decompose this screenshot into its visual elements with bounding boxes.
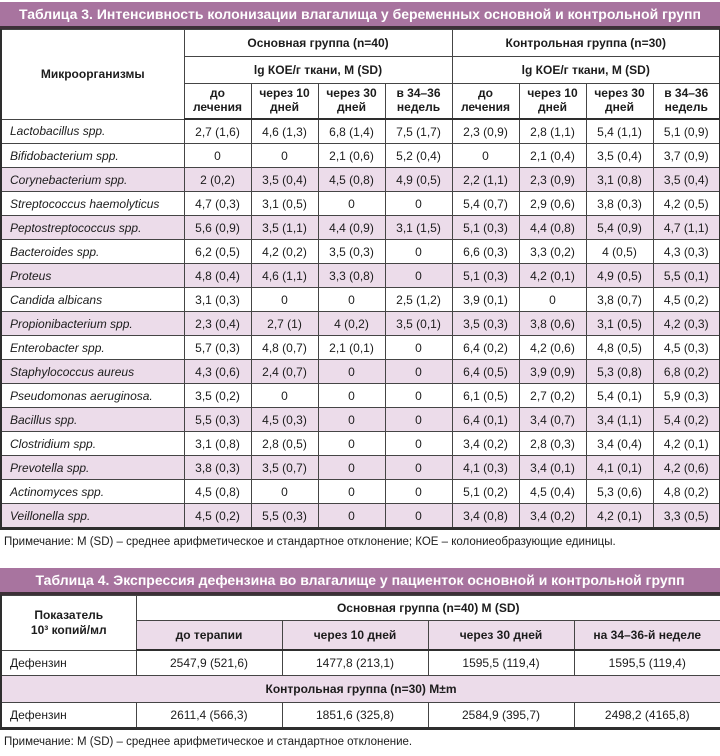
- value-cell: 4,5 (0,8): [318, 168, 385, 192]
- value-cell: 4,2 (0,5): [653, 192, 720, 216]
- value-cell: 2584,9 (395,7): [428, 703, 574, 729]
- value-cell: 4,9 (0,5): [586, 264, 653, 288]
- value-cell: 3,4 (0,1): [519, 456, 586, 480]
- value-cell: 3,1 (1,5): [385, 216, 452, 240]
- microorganism-name: Actinomyces spp.: [1, 480, 184, 504]
- value-cell: 0: [452, 144, 519, 168]
- value-cell: 2,9 (0,6): [519, 192, 586, 216]
- value-cell: 3,1 (0,8): [586, 168, 653, 192]
- value-cell: 5,4 (0,7): [452, 192, 519, 216]
- value-cell: 3,3 (0,8): [318, 264, 385, 288]
- value-cell: 2,7 (1): [251, 312, 318, 336]
- value-cell: 3,4 (0,8): [452, 504, 519, 529]
- value-cell: 4,5 (0,2): [184, 504, 251, 529]
- value-cell: 0: [385, 240, 452, 264]
- value-cell: 4,5 (0,3): [251, 408, 318, 432]
- value-cell: 3,3 (0,2): [519, 240, 586, 264]
- value-cell: 4,5 (0,8): [184, 480, 251, 504]
- table3-control-subcol-30d: через 30 дней: [586, 84, 653, 120]
- value-cell: 4,2 (0,3): [653, 312, 720, 336]
- value-cell: 2547,9 (521,6): [136, 650, 282, 676]
- value-cell: 0: [184, 144, 251, 168]
- table4-subcol-10d: через 10 дней: [282, 621, 428, 651]
- table4-control-row-name: Дефензин: [1, 703, 136, 729]
- value-cell: 0: [385, 456, 452, 480]
- value-cell: 0: [385, 192, 452, 216]
- microorganism-name: Proteus: [1, 264, 184, 288]
- value-cell: 4,7 (0,3): [184, 192, 251, 216]
- value-cell: 3,8 (0,7): [586, 288, 653, 312]
- table4-subcol-34-36w: на 34–36-й неделе: [574, 621, 720, 651]
- value-cell: 4,9 (0,5): [385, 168, 452, 192]
- table3-control-subcol-34-36w: в 34–36 недель: [653, 84, 720, 120]
- table3-main-subcol-30d: через 30 дней: [318, 84, 385, 120]
- value-cell: 2,5 (1,2): [385, 288, 452, 312]
- table3-main-unit: lg КОЕ/г ткани, M (SD): [184, 57, 452, 84]
- table-row: [1, 168, 720, 192]
- value-cell: 2,3 (0,9): [519, 168, 586, 192]
- table4: [0, 595, 720, 730]
- value-cell: 5,2 (0,4): [385, 144, 452, 168]
- value-cell: 5,1 (0,3): [452, 216, 519, 240]
- value-cell: 4,5 (0,4): [519, 480, 586, 504]
- value-cell: 3,1 (0,5): [251, 192, 318, 216]
- value-cell: 4 (0,2): [318, 312, 385, 336]
- table4-main-row-name: Дефензин: [1, 650, 136, 676]
- value-cell: 3,1 (0,8): [184, 432, 251, 456]
- table-row: [1, 650, 720, 676]
- table4-header-indicator: [1, 596, 136, 651]
- value-cell: 0: [318, 384, 385, 408]
- value-cell: 2,7 (0,2): [519, 384, 586, 408]
- table4-control-group-label: Контрольная группа (n=30) M±m: [1, 676, 720, 703]
- table4-indicator-line1: Показатель: [34, 607, 104, 622]
- value-cell: 5,1 (0,2): [452, 480, 519, 504]
- value-cell: 2 (0,2): [184, 168, 251, 192]
- table3-footnote: Примечание: M (SD) – среднее арифметическое и стандартное отклонение; КОЕ – колониеобразующие единицы.: [4, 536, 616, 548]
- table-row: [1, 408, 720, 432]
- table-row: [1, 240, 720, 264]
- table3-body: [1, 119, 720, 529]
- value-cell: 0: [385, 264, 452, 288]
- value-cell: 3,5 (0,4): [586, 144, 653, 168]
- table3-header-microorganisms: Микроорганизмы: [1, 30, 184, 120]
- value-cell: 5,3 (0,6): [586, 480, 653, 504]
- value-cell: 0: [318, 360, 385, 384]
- value-cell: 2,8 (0,3): [519, 432, 586, 456]
- value-cell: 3,4 (0,7): [519, 408, 586, 432]
- table3-control-subcol-before: до лечения: [452, 84, 519, 120]
- value-cell: 4,7 (1,1): [653, 216, 720, 240]
- value-cell: 5,4 (0,1): [586, 384, 653, 408]
- microorganism-name: Candida albicans: [1, 288, 184, 312]
- value-cell: 6,8 (1,4): [318, 119, 385, 144]
- value-cell: 5,1 (0,3): [452, 264, 519, 288]
- microorganism-name: Staphylococcus aureus: [1, 360, 184, 384]
- value-cell: 4,5 (0,3): [653, 336, 720, 360]
- value-cell: 5,3 (0,8): [586, 360, 653, 384]
- value-cell: 6,4 (0,2): [452, 336, 519, 360]
- value-cell: 4,2 (0,1): [519, 264, 586, 288]
- value-cell: 0: [385, 504, 452, 529]
- value-cell: 4,3 (0,6): [184, 360, 251, 384]
- value-cell: 6,2 (0,5): [184, 240, 251, 264]
- value-cell: 3,4 (1,1): [586, 408, 653, 432]
- microorganism-name: Lactobacillus spp.: [1, 119, 184, 144]
- value-cell: 3,5 (0,4): [251, 168, 318, 192]
- value-cell: 1595,5 (119,4): [574, 650, 720, 676]
- value-cell: 0: [251, 288, 318, 312]
- value-cell: 4,6 (1,3): [251, 119, 318, 144]
- microorganism-name: Veillonella spp.: [1, 504, 184, 529]
- value-cell: 5,9 (0,3): [653, 384, 720, 408]
- value-cell: 5,5 (0,3): [251, 504, 318, 529]
- value-cell: 3,5 (0,2): [184, 384, 251, 408]
- value-cell: 0: [318, 432, 385, 456]
- table3-main-subcol-10d: через 10 дней: [251, 84, 318, 120]
- value-cell: 3,8 (0,3): [586, 192, 653, 216]
- table-row: [1, 288, 720, 312]
- value-cell: 4,8 (0,5): [586, 336, 653, 360]
- value-cell: 4,8 (0,2): [653, 480, 720, 504]
- microorganism-name: Pseudomonas aeruginosa.: [1, 384, 184, 408]
- table3-control-unit: lg КОЕ/г ткани, M (SD): [452, 57, 720, 84]
- value-cell: 1851,6 (325,8): [282, 703, 428, 729]
- value-cell: 5,6 (0,9): [184, 216, 251, 240]
- value-cell: 5,4 (0,2): [653, 408, 720, 432]
- section-gap: [0, 556, 720, 566]
- value-cell: 4,4 (0,9): [318, 216, 385, 240]
- microorganism-name: Bacillus spp.: [1, 408, 184, 432]
- value-cell: 4,8 (0,4): [184, 264, 251, 288]
- value-cell: 3,4 (0,4): [586, 432, 653, 456]
- value-cell: 7,5 (1,7): [385, 119, 452, 144]
- microorganism-name: Prevotella spp.: [1, 456, 184, 480]
- value-cell: 5,1 (0,9): [653, 119, 720, 144]
- value-cell: 0: [385, 480, 452, 504]
- value-cell: 0: [318, 480, 385, 504]
- value-cell: 4,2 (0,2): [251, 240, 318, 264]
- value-cell: 0: [318, 504, 385, 529]
- value-cell: 0: [318, 456, 385, 480]
- value-cell: 4 (0,5): [586, 240, 653, 264]
- value-cell: 5,5 (0,1): [653, 264, 720, 288]
- value-cell: 2,1 (0,1): [318, 336, 385, 360]
- value-cell: 4,3 (0,3): [653, 240, 720, 264]
- table4-header-main-group: Основная группа (n=40) M (SD): [136, 596, 720, 621]
- table4-title-bar: Таблица 4. Экспрессия дефензина во влагалище у пациенток основной и контрольной групп: [0, 568, 720, 595]
- value-cell: 3,3 (0,5): [653, 504, 720, 529]
- value-cell: 0: [251, 144, 318, 168]
- value-cell: 0: [318, 192, 385, 216]
- value-cell: 5,4 (0,9): [586, 216, 653, 240]
- value-cell: 5,7 (0,3): [184, 336, 251, 360]
- value-cell: 4,4 (0,8): [519, 216, 586, 240]
- value-cell: 0: [385, 360, 452, 384]
- value-cell: 4,6 (1,1): [251, 264, 318, 288]
- value-cell: 4,2 (0,1): [653, 432, 720, 456]
- table3: [0, 29, 720, 530]
- table-row: [1, 119, 720, 144]
- table3-header-control-group: Контрольная группа (n=30): [452, 30, 720, 57]
- value-cell: 0: [519, 288, 586, 312]
- value-cell: 3,1 (0,5): [586, 312, 653, 336]
- table3-header-main-group: Основная группа (n=40): [184, 30, 452, 57]
- value-cell: 1595,5 (119,4): [428, 650, 574, 676]
- value-cell: 3,5 (0,4): [653, 168, 720, 192]
- value-cell: 2,3 (0,9): [452, 119, 519, 144]
- table3-main-subcol-34-36w: в 34–36 недель: [385, 84, 452, 120]
- table4-subcol-30d: через 30 дней: [428, 621, 574, 651]
- table-row: [1, 360, 720, 384]
- value-cell: 2,8 (1,1): [519, 119, 586, 144]
- table4-indicator-line2: 10³ копий/мл: [30, 622, 107, 637]
- value-cell: 4,8 (0,7): [251, 336, 318, 360]
- table3-group-header-row: [1, 30, 720, 57]
- table-row: [1, 336, 720, 360]
- table-row: [1, 432, 720, 456]
- value-cell: 3,8 (0,3): [184, 456, 251, 480]
- value-cell: 3,4 (0,2): [519, 504, 586, 529]
- value-cell: 3,7 (0,9): [653, 144, 720, 168]
- microorganism-name: Streptococcus haemolyticus: [1, 192, 184, 216]
- microorganism-name: Bacteroides spp.: [1, 240, 184, 264]
- value-cell: 4,2 (0,6): [519, 336, 586, 360]
- value-cell: 2,1 (0,6): [318, 144, 385, 168]
- table-row: [1, 312, 720, 336]
- value-cell: 2,4 (0,7): [251, 360, 318, 384]
- microorganism-name: Clostridium spp.: [1, 432, 184, 456]
- value-cell: 2498,2 (4165,8): [574, 703, 720, 729]
- value-cell: 6,4 (0,5): [452, 360, 519, 384]
- table4-group-header-row: [1, 596, 720, 621]
- value-cell: 0: [385, 336, 452, 360]
- microorganism-name: Corynebacterium spp.: [1, 168, 184, 192]
- value-cell: 4,2 (0,1): [586, 504, 653, 529]
- value-cell: 0: [385, 408, 452, 432]
- microorganism-name: Enterobacter spp.: [1, 336, 184, 360]
- value-cell: 3,5 (0,3): [318, 240, 385, 264]
- table3-title-bar: Таблица 3. Интенсивность колонизации влагалища у беременных основной и контрольной групп: [0, 2, 720, 29]
- table4-control-band-row: [1, 676, 720, 703]
- value-cell: 0: [385, 384, 452, 408]
- table-row: [1, 216, 720, 240]
- value-cell: 4,1 (0,3): [452, 456, 519, 480]
- value-cell: 5,4 (1,1): [586, 119, 653, 144]
- value-cell: 3,5 (0,7): [251, 456, 318, 480]
- table-row: [1, 504, 720, 529]
- value-cell: 0: [251, 384, 318, 408]
- value-cell: 2,7 (1,6): [184, 119, 251, 144]
- value-cell: 3,5 (0,1): [385, 312, 452, 336]
- value-cell: 2611,4 (566,3): [136, 703, 282, 729]
- table3-main-subcol-before: до лечения: [184, 84, 251, 120]
- value-cell: 0: [385, 432, 452, 456]
- table3-section: [0, 2, 720, 556]
- table-row: [1, 264, 720, 288]
- value-cell: 3,9 (0,1): [452, 288, 519, 312]
- value-cell: 0: [318, 408, 385, 432]
- microorganism-name: Peptostreptococcus spp.: [1, 216, 184, 240]
- table-row: [1, 456, 720, 480]
- page: [0, 2, 720, 756]
- table4-footnote: Примечание: M (SD) – среднее арифметическое и стандартное отклонение.: [4, 736, 413, 748]
- value-cell: 5,5 (0,3): [184, 408, 251, 432]
- value-cell: 3,1 (0,3): [184, 288, 251, 312]
- value-cell: 3,4 (0,2): [452, 432, 519, 456]
- table4-subcol-before-therapy: до терапии: [136, 621, 282, 651]
- table3-control-subcol-10d: через 10 дней: [519, 84, 586, 120]
- value-cell: 4,1 (0,1): [586, 456, 653, 480]
- value-cell: 0: [251, 480, 318, 504]
- value-cell: 6,4 (0,1): [452, 408, 519, 432]
- table-row: [1, 192, 720, 216]
- value-cell: 6,6 (0,3): [452, 240, 519, 264]
- value-cell: 4,5 (0,2): [653, 288, 720, 312]
- value-cell: 2,1 (0,4): [519, 144, 586, 168]
- value-cell: 3,9 (0,9): [519, 360, 586, 384]
- table-row: [1, 480, 720, 504]
- table4-section: [0, 568, 720, 756]
- value-cell: 6,8 (0,2): [653, 360, 720, 384]
- value-cell: 2,3 (0,4): [184, 312, 251, 336]
- table-row: [1, 703, 720, 729]
- value-cell: 3,8 (0,6): [519, 312, 586, 336]
- value-cell: 1477,8 (213,1): [282, 650, 428, 676]
- microorganism-name: Propionibacterium spp.: [1, 312, 184, 336]
- value-cell: 3,5 (0,3): [452, 312, 519, 336]
- value-cell: 4,2 (0,6): [653, 456, 720, 480]
- microorganism-name: Bifidobacterium spp.: [1, 144, 184, 168]
- value-cell: 3,5 (1,1): [251, 216, 318, 240]
- value-cell: 6,1 (0,5): [452, 384, 519, 408]
- value-cell: 2,8 (0,5): [251, 432, 318, 456]
- value-cell: 0: [318, 288, 385, 312]
- table-row: [1, 384, 720, 408]
- table-row: [1, 144, 720, 168]
- value-cell: 2,2 (1,1): [452, 168, 519, 192]
